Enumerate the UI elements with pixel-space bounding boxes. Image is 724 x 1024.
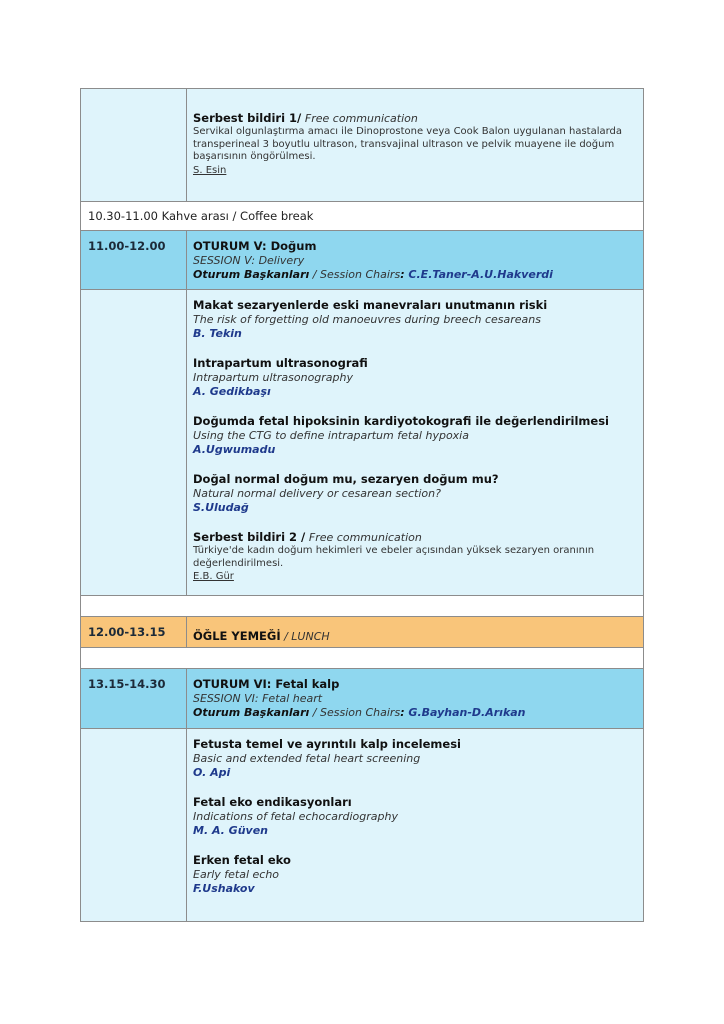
talk-speaker: A. Gedikbaşı xyxy=(193,385,271,398)
talk-item xyxy=(193,414,637,457)
talk-title-en: Using the CTG to define intrapartum fetal hypoxia xyxy=(193,429,469,442)
chairs-colon: : xyxy=(400,268,405,281)
talk-title: Fetal eko endikasyonları xyxy=(193,795,352,809)
session-title-en: SESSION VI: Fetal heart xyxy=(193,692,323,705)
session-chairs xyxy=(193,268,637,282)
time-cell-empty xyxy=(81,290,187,595)
spacer-row xyxy=(80,596,644,617)
session-time: 13.15-14.30 xyxy=(81,669,187,728)
talk-speaker: S.Uludağ xyxy=(193,501,249,514)
talk-title: Fetusta temel ve ayrıntılı kalp incelemesi xyxy=(193,737,461,751)
talk-title: Doğumda fetal hipoksinin kardiyotokografi ile değerlendirilmesi xyxy=(193,414,609,428)
talk-speaker: A.Ugwumadu xyxy=(193,443,276,456)
lunch-title-tr: ÖĞLE YEMEĞİ xyxy=(193,629,281,643)
talk-title-en: The risk of forgetting old manoeuvres during breech cesareans xyxy=(193,313,541,326)
chairs-colon: : xyxy=(400,706,405,719)
spacer-row xyxy=(80,648,644,669)
coffee-break-row xyxy=(80,202,644,231)
free-communication-row xyxy=(80,89,644,202)
talk-speaker: B. Tekin xyxy=(193,327,242,340)
time-cell-empty xyxy=(81,729,187,921)
free-communication-label: Serbest bildiri 1/ xyxy=(193,111,302,125)
talk-item xyxy=(193,853,637,896)
free-communication-title xyxy=(193,530,637,545)
talk-title: Doğal normal doğum mu, sezaryen doğum mu? xyxy=(193,472,499,486)
lunch-time: 12.00-13.15 xyxy=(81,617,187,647)
free-communication-title xyxy=(193,111,637,126)
lunch-row xyxy=(80,617,644,648)
chairs-names: C.E.Taner-A.U.Hakverdi xyxy=(404,268,553,281)
talk-item xyxy=(193,472,637,515)
session-talks-cell xyxy=(187,290,643,595)
session-header-row xyxy=(80,669,644,729)
talk-title: Makat sezaryenlerde eski manevraları unutmanın riski xyxy=(193,298,548,312)
lunch-title xyxy=(193,629,330,643)
chairs-label-en: / Session Chairs xyxy=(309,268,401,281)
program-table xyxy=(80,88,644,922)
coffee-break-text: 10.30-11.00 Kahve arası / Coffee break xyxy=(88,209,314,223)
session-title: OTURUM V: Doğum xyxy=(193,239,317,253)
session-talks-row xyxy=(80,729,644,922)
session-header-row xyxy=(80,231,644,290)
chairs-label: Oturum Başkanları xyxy=(193,268,310,281)
chairs-names: G.Bayhan-D.Arıkan xyxy=(404,706,526,719)
session-time: 11.00-12.00 xyxy=(81,231,187,289)
session-talks-row xyxy=(80,290,644,596)
talk-item xyxy=(193,298,637,341)
talk-title: Intrapartum ultrasonografi xyxy=(193,356,368,370)
session-header-cell xyxy=(187,669,643,728)
talk-item xyxy=(193,356,637,399)
free-communication-label-en: Free communication xyxy=(304,112,418,125)
lunch-cell xyxy=(187,617,643,647)
free-communication-item xyxy=(193,530,637,583)
talk-speaker: F.Ushakov xyxy=(193,882,255,895)
talk-speaker: O. Api xyxy=(193,766,231,779)
talk-title-en: Indications of fetal echocardiography xyxy=(193,810,398,823)
time-cell-empty xyxy=(81,89,187,201)
free-communication-cell xyxy=(187,89,643,201)
session-talks-cell xyxy=(187,729,643,921)
session-header-cell xyxy=(187,231,643,289)
free-communication-author: S. Esin xyxy=(193,164,227,176)
free-communication-label-en: Free communication xyxy=(308,531,422,544)
talk-title-en: Natural normal delivery or cesarean section? xyxy=(193,487,441,500)
talk-title-en: Early fetal echo xyxy=(193,868,280,881)
lunch-title-en: / LUNCH xyxy=(280,630,330,643)
talk-item xyxy=(193,737,637,780)
chairs-label: Oturum Başkanları xyxy=(193,706,310,719)
talk-speaker: M. A. Güven xyxy=(193,824,269,837)
talk-item xyxy=(193,795,637,838)
talk-title-en: Basic and extended fetal heart screening xyxy=(193,752,421,765)
chairs-label-en: / Session Chairs xyxy=(309,706,401,719)
free-communication-label: Serbest bildiri 2 / xyxy=(193,530,306,544)
talk-title: Erken fetal eko xyxy=(193,853,291,867)
free-communication-author: E.B. Gür xyxy=(193,571,234,582)
session-title: OTURUM VI: Fetal kalp xyxy=(193,677,340,691)
free-communication-text: Türkiye'de kadın doğum hekimleri ve ebeler açısından yüksek sezaryen oranının değerlendirilmesi. xyxy=(193,545,595,569)
talk-title-en: Intrapartum ultrasonography xyxy=(193,371,354,384)
free-communication-text: Servikal olgunlaştırma amacı ile Dinoprostone veya Cook Balon uygulanan hastalarda transperineal 3 boyutlu ultrason, transvajinal ultrason ve pelvik muayene ile doğum başarısının öngörülmesi. xyxy=(193,126,623,162)
session-chairs xyxy=(193,706,637,720)
session-title-en: SESSION V: Delivery xyxy=(193,254,305,267)
